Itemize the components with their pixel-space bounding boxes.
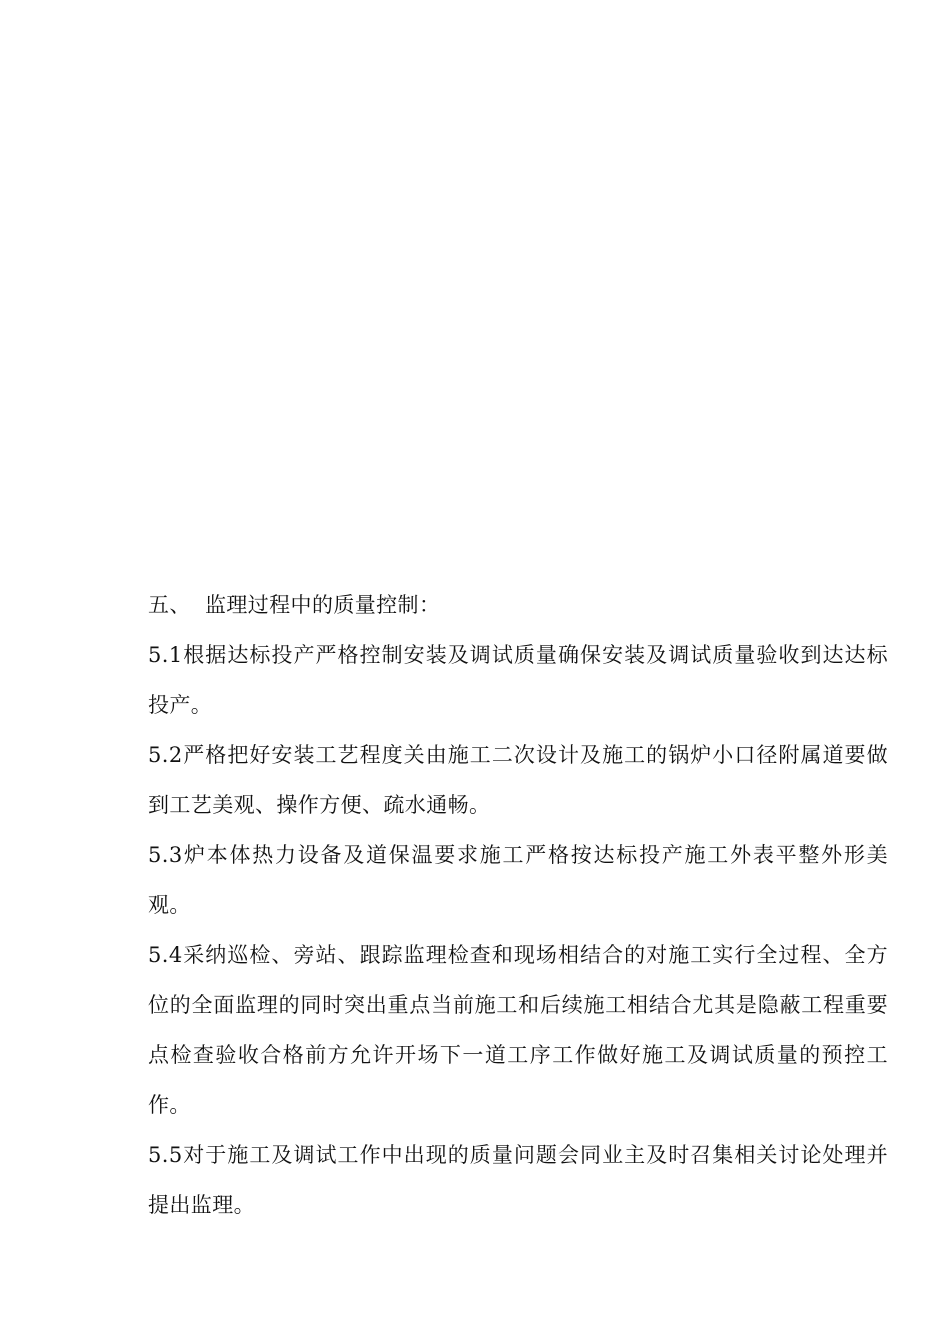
- section-heading: 五、 监理过程中的质量控制：: [148, 593, 441, 617]
- paragraph-5-4: 5.4采纳巡检、旁站、跟踪监理检查和现场相结合的对施工实行全过程、全方位的全面监理的同时突出重点当前施工和后续施工相结合尤其是隐蔽工程重要点检查验收合格前方允许开场下一道工序工作做好施工及调试质量的预控工作。: [148, 943, 888, 1117]
- paragraph-5-1: 5.1根据达标投产严格控制安装及调试质量确保安装及调试质量验收到达达标投产。: [148, 643, 888, 717]
- paragraph-5-3: 5.3炉本体热力设备及道保温要求施工严格按达标投产施工外表平整外形美观。: [148, 843, 888, 917]
- paragraph-5-5: 5.5对于施工及调试工作中出现的质量问题会同业主及时召集相关讨论处理并提出监理。: [148, 1143, 888, 1217]
- document-body: [148, 580, 888, 1230]
- paragraph-5-2: 5.2严格把好安装工艺程度关由施工二次设计及施工的锅炉小口径附属道要做到工艺美观、操作方便、疏水通畅。: [148, 743, 888, 817]
